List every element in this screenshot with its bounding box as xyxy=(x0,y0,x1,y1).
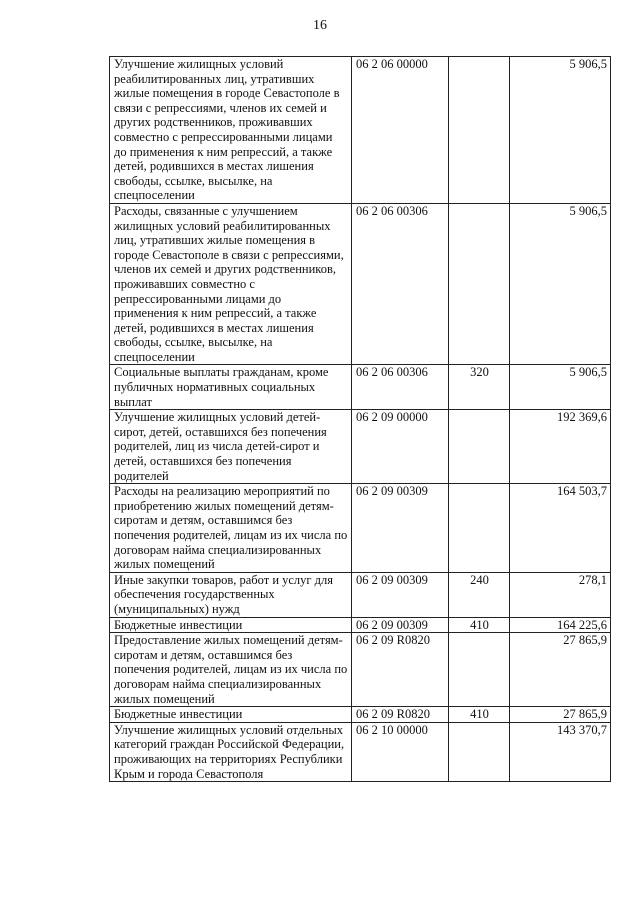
row-sum: 5 906,5 xyxy=(510,203,611,365)
row-sum: 192 369,6 xyxy=(510,410,611,484)
table-row xyxy=(110,722,611,781)
row-type xyxy=(449,410,510,484)
row-name: Расходы на реализацию мероприятий по приобретению жилых помещений детям-сиротам и детям, оставшимся без попечения родителей, лицам из их числа по договорам найма специализированных жилых помещений xyxy=(110,484,352,573)
row-code: 06 2 09 00309 xyxy=(352,617,449,633)
row-type: 410 xyxy=(449,617,510,633)
row-code: 06 2 06 00306 xyxy=(352,203,449,365)
row-name: Улучшение жилищных условий отдельных категорий граждан Российской Федерации, проживающих на территориях Республики Крым и города Севастополя xyxy=(110,722,352,781)
table-row xyxy=(110,707,611,723)
row-sum: 5 906,5 xyxy=(510,57,611,204)
row-code: 06 2 06 00306 xyxy=(352,365,449,410)
row-sum: 278,1 xyxy=(510,572,611,617)
row-name: Улучшение жилищных условий реабилитированных лиц, утративших жилые помещения в городе Севастополе в связи с репрессиями, членов их семей и других родственников, проживавших совместно с репрессированными лицами до применения к ним репрессий, а также детей, родившихся в местах лишения свободы, ссылке, высылке, на спецпоселении xyxy=(110,57,352,204)
table-row xyxy=(110,633,611,707)
table-row xyxy=(110,484,611,573)
row-sum: 164 225,6 xyxy=(510,617,611,633)
row-sum: 164 503,7 xyxy=(510,484,611,573)
row-name: Бюджетные инвестиции xyxy=(110,617,352,633)
table-row xyxy=(110,410,611,484)
row-name: Социальные выплаты гражданам, кроме публичных нормативных социальных выплат xyxy=(110,365,352,410)
row-name: Бюджетные инвестиции xyxy=(110,707,352,723)
row-code: 06 2 09 R0820 xyxy=(352,707,449,723)
row-code: 06 2 09 R0820 xyxy=(352,633,449,707)
table-row xyxy=(110,203,611,365)
table-row xyxy=(110,365,611,410)
table-row xyxy=(110,57,611,204)
row-code: 06 2 09 00309 xyxy=(352,484,449,573)
row-type xyxy=(449,722,510,781)
table-row xyxy=(110,617,611,633)
row-type: 240 xyxy=(449,572,510,617)
row-sum: 5 906,5 xyxy=(510,365,611,410)
table-row xyxy=(110,572,611,617)
row-name: Иные закупки товаров, работ и услуг для обеспечения государственных (муниципальных) нужд xyxy=(110,572,352,617)
row-sum: 143 370,7 xyxy=(510,722,611,781)
row-name: Улучшение жилищных условий детей-сирот, детей, оставшихся без попечения родителей, лиц из числа детей-сирот и детей, оставшихся без попечения родителей xyxy=(110,410,352,484)
row-sum: 27 865,9 xyxy=(510,707,611,723)
row-type xyxy=(449,484,510,573)
row-code: 06 2 10 00000 xyxy=(352,722,449,781)
budget-table xyxy=(109,56,611,782)
row-type xyxy=(449,633,510,707)
row-type: 320 xyxy=(449,365,510,410)
row-name: Расходы, связанные с улучшением жилищных условий реабилитированных лиц, утративших жилые помещения в городе Севастополе в связи с репрессиями, членов их семей и других родственников, проживавших совместно с репрессированными лицами до применения к ним репрессий, а также детей, родившихся в местах лишения свободы, ссылке, высылке, на спецпоселении xyxy=(110,203,352,365)
row-type xyxy=(449,203,510,365)
row-code: 06 2 06 00000 xyxy=(352,57,449,204)
row-code: 06 2 09 00309 xyxy=(352,572,449,617)
row-type xyxy=(449,57,510,204)
row-code: 06 2 09 00000 xyxy=(352,410,449,484)
row-type: 410 xyxy=(449,707,510,723)
row-name: Предоставление жилых помещений детям-сиротам и детям, оставшимся без попечения родителей, лицам из их числа по договорам найма специализированных жилых помещений xyxy=(110,633,352,707)
page-number: 16 xyxy=(313,18,327,33)
row-sum: 27 865,9 xyxy=(510,633,611,707)
